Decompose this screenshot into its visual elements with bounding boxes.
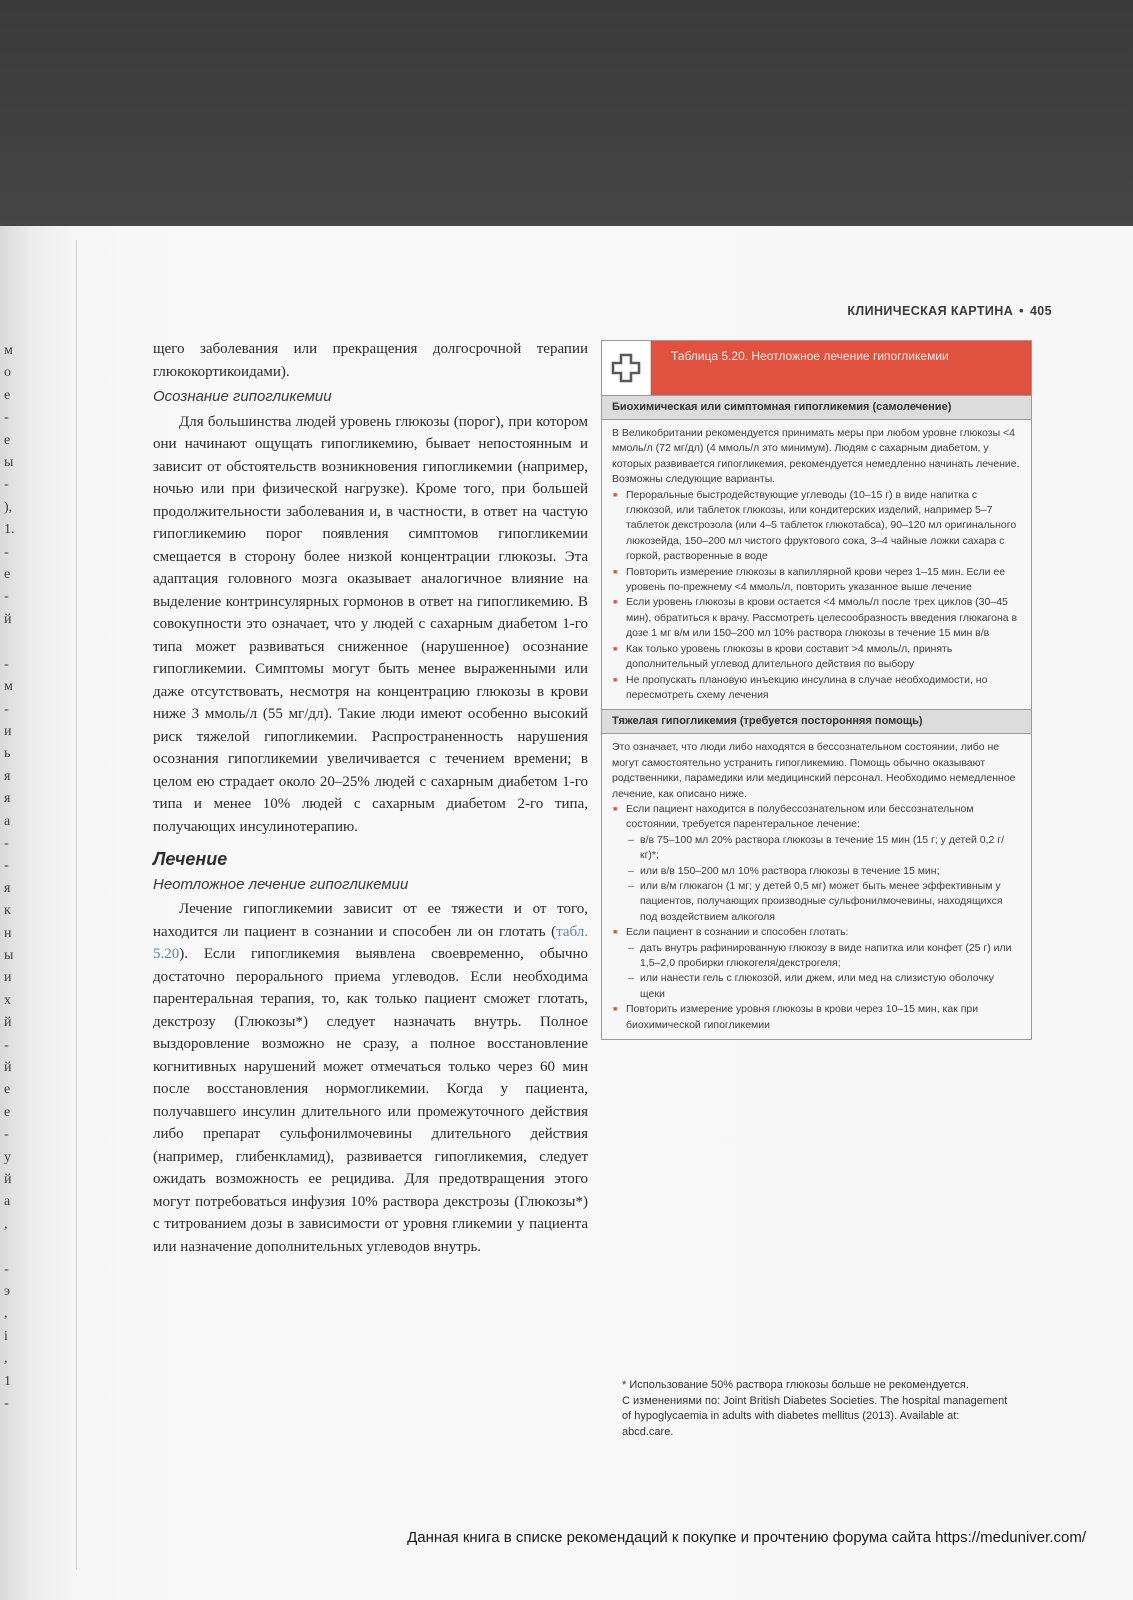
margin-fragment: я xyxy=(4,768,11,784)
margin-fragment: е xyxy=(4,432,11,448)
margin-fragment: й xyxy=(4,1060,12,1075)
margin-fragment: й xyxy=(4,611,12,627)
table-header xyxy=(602,341,1031,395)
margin-fragment: н xyxy=(4,925,12,941)
table-list xyxy=(612,488,1021,704)
margin-fragment xyxy=(4,1236,20,1258)
table-section-intro: В Великобритании рекомендуется принимать меры при любом уровне глюкозы <4 ммоль/л (72 мг/дл) (4 ммоль/л это минимум). Людям с сахарным диабетом, у которых развивается гипогликемия, рекомендуется немедленно начинать лечение. Возможны следующие варианты. xyxy=(612,427,1020,486)
table-sublist xyxy=(626,941,1021,1003)
page-gutter xyxy=(76,240,77,1570)
paragraph-awareness: Для большинства людей уровень глюкозы (порог), при котором они начинают ощущать гипогликемию, бывает непостоянным и зависит от обстоятельств возникновения гипогликемии (например, ночью или при физической нагрузке). Кроме того, при большей продолжительности заболевания и, в частности, в ответ на частую гипогликемию порог появления симптомов гипогликемии смещается в сторону более низкой концентрации глюкозы. Эта адаптация головного мозга оказывает аналогичное влияние на выделение контринсулярных гормонов в ответ на гипогликемию. В совокупности это означает, что у людей с сахарным диабетом 1-го типа может развиваться сниженное (нарушенное) осознание гипогликемии. Симптомы могут быть менее выраженными или даже отсутствовать, несмотря на концентрацию глюкозы в крови ниже 3 ммоль/л (55 мг/дл). Такие люди имеют особенно высокий риск тяжелой гипогликемии. Распространенность нарушения осознания гипогликемии увеличивается с течением времени; в целом ею страдает около 20–25% людей с сахарным диабетом 1-го типа и менее 10% людей с сахарным диабетом 2-го типа, получающих инсулинотерапию. xyxy=(153,413,588,835)
margin-fragment: - xyxy=(4,1396,9,1412)
table-sublist-item: – или в/в 150–200 мл 10% раствора глюкозы в течение 15 мин; xyxy=(626,864,1021,879)
table-sublist xyxy=(626,833,1021,925)
margin-fragment: е xyxy=(4,1082,11,1098)
table-section-severe-body xyxy=(602,734,1031,1039)
table-list-item: ■ Как только уровень глюкозы в крови составит >4 ммоль/л, принять дополнительный углевод длительного действия по выбору xyxy=(612,642,1021,673)
table-sublist-item: – или нанести гель с глюкозой, или джем, или мед на слизистую оболочку щеки xyxy=(626,971,1021,1002)
main-text-column xyxy=(153,338,588,1258)
footnote-line: * Использование 50% раствора глюкозы больше не рекомендуется. xyxy=(622,1379,969,1391)
scan-dark-band xyxy=(0,0,1133,226)
margin-fragment: 1 xyxy=(4,1373,11,1389)
margin-fragment: я xyxy=(4,880,11,896)
margin-fragment: и xyxy=(4,970,12,986)
margin-fragment: - xyxy=(4,1037,9,1053)
heading-awareness: Осознание гипогликемии xyxy=(153,388,332,405)
table-sublist-item: – в/в 75–100 мл 20% раствора глюкозы в течение 15 мин (15 г; у детей 0,2 г/кг)*; xyxy=(626,833,1021,864)
heading-emergency-treatment: Неотложное лечение гипогликемии xyxy=(153,875,409,893)
margin-fragment: ), xyxy=(4,499,13,515)
margin-fragment: я xyxy=(4,791,11,807)
margin-fragment: - xyxy=(4,477,9,493)
table-reference-link[interactable]: табл. 5.20 xyxy=(153,923,588,962)
table-section-self-treatment-title: Биохимическая или симптомная гипогликемия (самолечение) xyxy=(602,395,1031,420)
margin-fragment: м xyxy=(4,343,13,358)
table-icon-cell xyxy=(602,341,651,395)
previous-page-margin xyxy=(4,340,20,1416)
margin-fragment xyxy=(4,631,20,653)
margin-fragment: 1. xyxy=(4,522,15,538)
table-list-item xyxy=(612,802,1021,925)
margin-fragment: и xyxy=(4,723,12,739)
margin-fragment: э xyxy=(4,1284,11,1300)
margin-fragment: й xyxy=(4,1172,12,1188)
table-list-item: ■ Не пропускать плановую инъекцию инсулина в случае необходимости, но пересмотреть схему лечения xyxy=(612,673,1021,704)
medical-cross-icon xyxy=(611,353,641,383)
margin-fragment: е xyxy=(4,567,11,583)
table-footnote xyxy=(622,1378,1012,1440)
paragraph-treatment xyxy=(153,898,588,1258)
table-list-item-text: Если пациент в сознании и способен глотать: xyxy=(626,926,849,939)
heading-treatment: Лечение xyxy=(153,849,228,869)
running-head-separator: • xyxy=(1019,304,1024,318)
table-list-item: ■ Пероральные быстродействующие углеводы (10–15 г) в виде напитка с глюкозой, или таблеток глюкозы, или кондитерских изделий, например 5–7 таблеток декстрозола (или 4–5 таблеток глюкотабса), 90–120 мл оригинального люкозейда, 150–200 мл чистого фруктового сока, 3–4 чайные ложки сахара с горкой, растворенные в воде xyxy=(612,488,1021,565)
table-list-item-text: Если пациент находится в полубессознательном или бессознательном состоянии, требуется парентеральное лечение: xyxy=(626,802,974,831)
table-section-self-treatment-body xyxy=(602,420,1031,709)
table-section-intro: Это означает, что люди либо находятся в бессознательном состоянии, либо не могут самостоятельно устранить гипогликемию. Помощь обычно оказывают родственники, парамедики или медицинский персонал. Необходимо немедленное лечение, как описано ниже. xyxy=(612,741,1016,800)
margin-fragment: - xyxy=(4,858,9,874)
table-section-severe-title: Тяжелая гипогликемия (требуется посторонняя помощь) xyxy=(602,709,1031,734)
table-list-item: ■ Повторить измерение уровня глюкозы в крови через 10–15 мин, как при биохимической гипогликемии xyxy=(612,1002,1021,1033)
margin-fragment: й xyxy=(4,1015,12,1031)
running-head xyxy=(700,304,1052,318)
margin-fragment: е xyxy=(4,1104,11,1120)
table-sublist-item: – дать внутрь рафинированную глюкозу в виде напитка или конфет (25 г) или 1,5–2,0 пробирки глюкогеля/декстрогеля; xyxy=(626,941,1021,972)
margin-fragment: - xyxy=(4,589,9,605)
margin-fragment: - xyxy=(4,544,9,560)
margin-fragment: - xyxy=(4,410,9,426)
margin-fragment: ы xyxy=(4,947,14,963)
margin-fragment: , xyxy=(4,1351,8,1367)
running-head-title: КЛИНИЧЕСКАЯ КАРТИНА xyxy=(847,304,1014,318)
table-title: Таблица 5.20. Неотложное лечение гипогликемии xyxy=(651,341,1031,395)
margin-fragment: - xyxy=(4,1261,9,1277)
margin-fragment: у xyxy=(4,1149,11,1165)
margin-fragment: м xyxy=(4,679,13,695)
margin-fragment: - xyxy=(4,701,9,717)
margin-fragment: к xyxy=(4,903,11,919)
table-list xyxy=(612,802,1021,1033)
margin-fragment: - xyxy=(4,656,9,672)
margin-fragment: - xyxy=(4,835,9,851)
paragraph-continuation: щего заболевания или прекращения долгосрочной терапии глюкокортикоидами). xyxy=(153,341,588,380)
margin-fragment: х xyxy=(4,992,11,1008)
table-list-item: ■ Если уровень глюкозы в крови остается <4 ммоль/л после трех циклов (30–45 мин), обратиться к врачу. Рассмотреть целесообразность введения глюкагона в дозе 1 мг в/м или 150–200 мл 10% раствора глюкозы в течение 15 мин в/в xyxy=(612,595,1021,641)
margin-fragment: а xyxy=(4,1194,11,1210)
page-number: 405 xyxy=(1029,304,1052,318)
margin-fragment: і xyxy=(4,1328,8,1344)
margin-fragment: , xyxy=(4,1216,8,1232)
margin-fragment: е xyxy=(4,387,11,403)
table-list-item: ■ Повторить измерение глюкозы в капиллярной крови через 1–15 мин. Если ее уровень по-прежнему <4 ммоль/л, повторить указанное выше лечение xyxy=(612,565,1021,596)
paragraph-treatment-part2: ). Если гипогликемия выявлена своевременно, обычно достаточно перорального приема углеводов. Если необходима парентеральная терапия, то, как только пациент сможет глотать, декстрозу (Глюкозы*) следует назначать внутрь. Полное выздоровление возможно не сразу, а полное восстановление когнитивных нарушений может отмечаться только через 60 мин после восстановления нормогликемии. Когда у пациента, получавшего инсулин длительного или промежуточного действия либо препарат сульфонилмочевины длительного действия (например, глибенкламид), развивается гипогликемия, следует ожидать возможность ее рецидива. Для предотвращения этого могут потребоваться инфузия 10% раствора декстрозы (Глюкозы*) с титрованием дозы в зависимости от уровня гликемии у пациента или назначение дополнительных углеводов внутрь. xyxy=(153,946,588,1255)
footnote-source: С изменениями по: Joint British Diabetes Societies. The hospital management of hypoglycaemia in adults with diabetes mellitus (2013). Available at: abcd.care. xyxy=(622,1394,1008,1438)
paragraph-treatment-part1: Лечение гипогликемии зависит от ее тяжести и от того, находится ли пациент в сознании и способен ли он глотать ( xyxy=(153,901,588,940)
table-5-20 xyxy=(601,340,1032,1040)
margin-fragment: о xyxy=(4,365,11,381)
margin-fragment: - xyxy=(4,1127,9,1143)
margin-fragment: ь xyxy=(4,746,11,762)
margin-fragment: , xyxy=(4,1306,8,1322)
watermark-text: Данная книга в списке рекомендаций к покупке и прочтению форума сайта https://meduniver.com/ xyxy=(407,1529,1086,1546)
table-sublist-item: – или в/м глюкагон (1 мг; у детей 0,5 мг) может быть менее эффективным у пациентов, получающих производные сульфонилмочевины, находящихся под воздействием алкоголя xyxy=(626,879,1021,925)
margin-fragment: а xyxy=(4,813,11,829)
table-list-item xyxy=(612,925,1021,1002)
margin-fragment: ы xyxy=(4,455,14,471)
